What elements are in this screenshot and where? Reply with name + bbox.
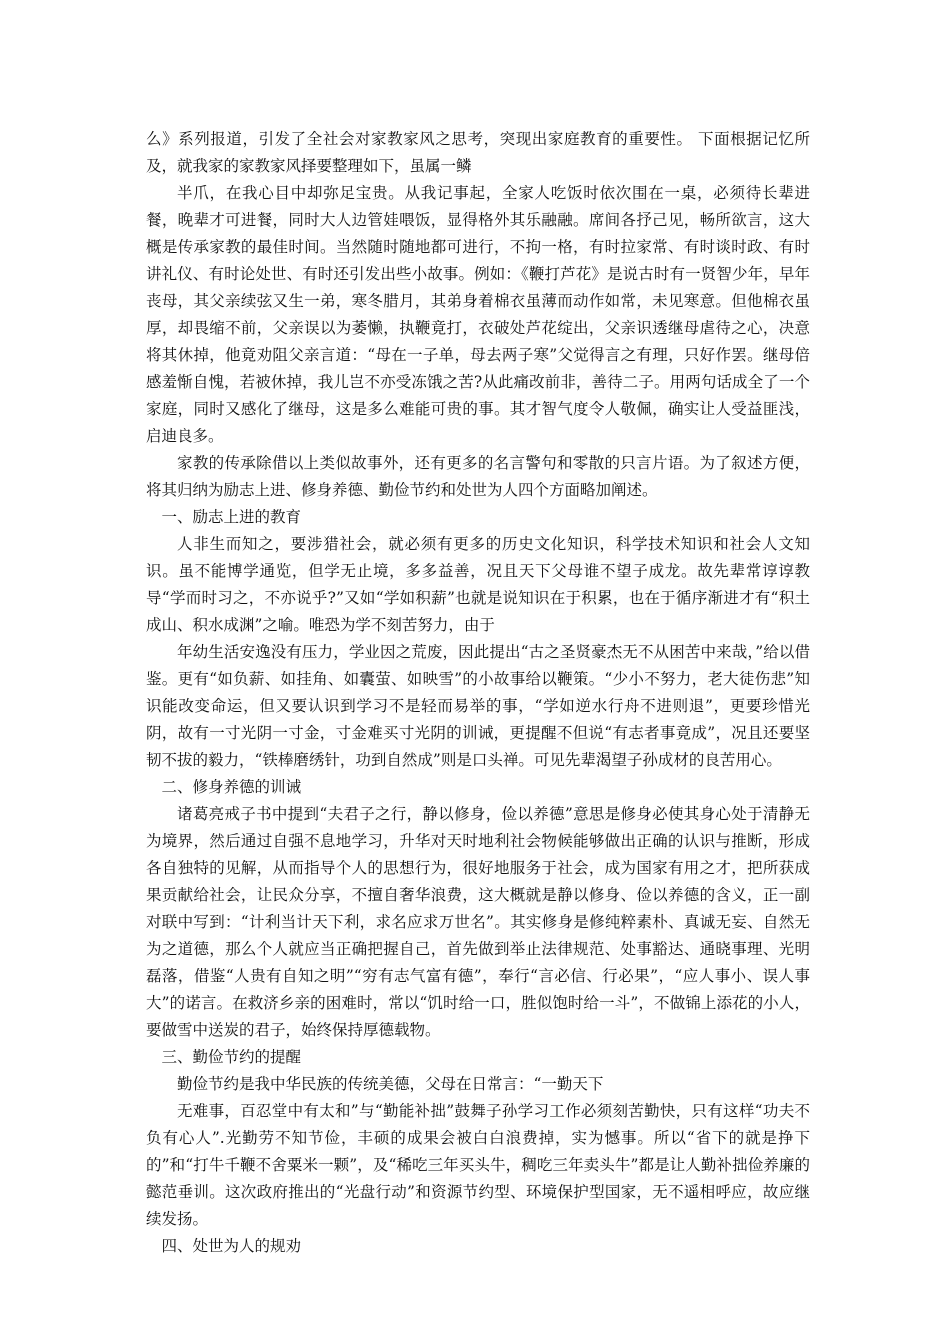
paragraph-learning-1: 人非生而知之，要涉猎社会，就必须有更多的历史文化知识，科学技术知识和社会人文知识。虽不能博学通览，但学无止境，多多益善，况且天下父母谁不望子成龙。故先辈常谆谆教导“学而时习之，不亦说乎?”又如“学如积薪”也就是说知识在于积累，也在于循序渐进才有“积土成山、积水成渊”之喻。唯恐为学不刻苦努力，由于 xyxy=(146,535,810,634)
paragraph-thrift-2: 无难事，百忍堂中有太和”与“勤能补拙”鼓舞子孙学习工作必须刻苦勤快，只有这样“功夫不负有心人”.光勤劳不知节俭，丰硕的成果会被白白浪费掉，实为憾事。所以“省下的就是挣下的”和“打牛千鞭不舍粟米一颗”，及“稀吃三年买头牛，稠吃三年卖头牛”都是让人勤补拙俭养廉的懿范垂训。这次政府推出的“光盘行动”和资源节约型、环境保护型国家，无不遥相呼应，故应继续发扬。 xyxy=(146,1102,810,1228)
section-heading-2: 二、修身养德的训诫 xyxy=(161,778,302,796)
paragraph-intro: 么》系列报道，引发了全社会对家教家风之思考，突现出家庭教育的重要性。 下面根据记忆所及，就我家的家教家风择要整理如下，虽属一鳞 xyxy=(146,130,810,175)
section-heading-3: 三、勤俭节约的提醒 xyxy=(161,1048,302,1066)
section-heading-1: 一、励志上进的教育 xyxy=(161,508,302,526)
paragraph-self-cultivation: 诸葛亮戒子书中提到“夫君子之行，静以修身，俭以养德”意思是修身必使其身心处于清静无为境界，然后通过自强不息地学习，升华对天时地利社会物候能够做出正确的认识与推断，形成各自独特的见解，从而指导个人的思想行为，很好地服务于社会，成为国家有用之才，把所获成果贡献给社会，让民众分享，不擅自奢华浪费，这大概就是静以修身、俭以养德的含义，正一副对联中写到：“计利当计天下利，求名应求万世名”。其实修身是修纯粹素朴、真诚无妄、自然无为之道德，那么个人就应当正确把握自己，首先做到举止法律规范、处事豁达、通晓事理、光明磊落，借鉴“人贵有自知之明”“穷有志气富有德”，奉行“言必信、行必果”，“应人事小、误人事大”的诺言。在救济乡亲的困难时，常以“饥时给一口，胜似饱时给一斗”，不做锦上添花的小人，要做雪中送炭的君子，始终保持厚德载物。 xyxy=(146,805,810,1039)
document-page xyxy=(146,126,810,1260)
paragraph-thrift-1: 勤俭节约是我中华民族的传统美德，父母在日常言：“一勤天下 xyxy=(177,1075,604,1093)
paragraph-family-meals: 半爪，在我心目中却弥足宝贵。从我记事起，全家人吃饭时依次围在一桌，必须待长辈进餐，晚辈才可进餐，同时大人边管娃喂饭，显得格外其乐融融。席间各抒己见，畅所欲言，这大概是传承家教的最佳时间。当然随时随地都可进行，不拘一格，有时拉家常、有时谈时政、有时讲礼仪、有时论处世、有时还引发出些小故事。例如：《鞭打芦花》是说古时有一贤智少年，早年丧母，其父亲续弦又生一弟，寒冬腊月，其弟身着棉衣虽薄而动作如常，未见寒意。但他棉衣虽厚，却畏缩不前，父亲误以为萎懒，执鞭竟打，衣破处芦花绽出，父亲识透继母虐待之心，决意将其休掉，他竟劝阻父亲言道：“母在一子单，母去两子寒”父觉得言之有理，只好作罢。继母倍感羞惭自愧，若被休掉，我儿岂不亦受冻饿之苦?从此痛改前非，善待二子。用两句话成全了一个家庭，同时又感化了继母，这是多么难能可贵的事。其才智气度令人敬佩，确实让人受益匪浅，启迪良多。 xyxy=(146,184,810,445)
section-heading-4: 四、处世为人的规劝 xyxy=(161,1237,302,1255)
paragraph-learning-2: 年幼生活安逸没有压力，学业因之荒废，因此提出“古之圣贤豪杰无不从困苦中来哉，”给以借鉴。更有“如负薪、如挂角、如囊萤、如映雪”的小故事给以鞭策。“少小不努力，老大徒伤悲”知识能改变命运，但又要认识到学习不是轻而易举的事，“学如逆水行舟不进则退”，更要珍惜光阴，故有一寸光阴一寸金，寸金难买寸光阴的训诫，更提醒不但说“有志者事竟成”，况且还要坚韧不拔的毅力，“铁棒磨绣针，功到自然成”则是口头禅。可见先辈渴望子孙成材的良苦用心。 xyxy=(146,643,810,769)
paragraph-summary: 家教的传承除借以上类似故事外，还有更多的名言警句和零散的只言片语。为了叙述方便，将其归纳为励志上进、修身养德、勤俭节约和处世为人四个方面略加阐述。 xyxy=(146,454,810,499)
